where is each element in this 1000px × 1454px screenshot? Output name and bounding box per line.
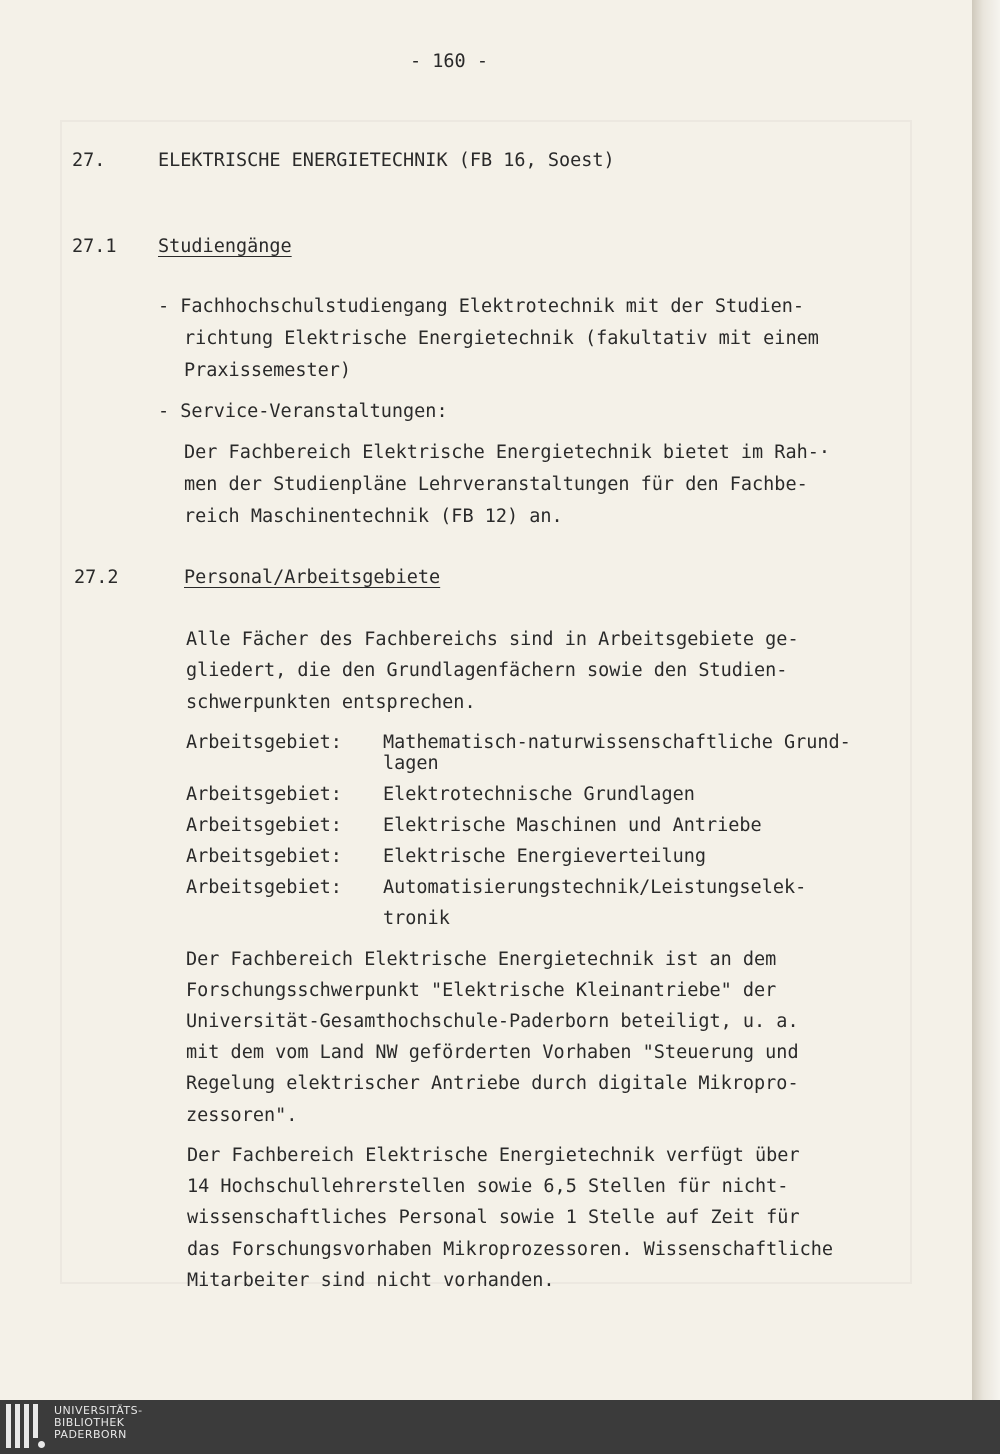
research-line-6: zessoren".	[186, 1105, 298, 1126]
research-line-1: Der Fachbereich Elektrische Energietechnik ist an dem	[186, 949, 777, 970]
research-line-4: mit dem vom Land NW geförderten Vorhaben "Steuerung und	[186, 1042, 799, 1063]
area-3-value: Elektrische Maschinen und Antriebe	[383, 815, 762, 836]
research-line-5: Regelung elektrischer Antriebe durch digitale Mikropro-	[186, 1073, 799, 1094]
area-4-label: Arbeitsgebiet:	[186, 846, 342, 867]
research-line-3: Universität-Gesamthochschule-Paderborn beteiligt, u. a.	[186, 1011, 799, 1032]
area-3-label: Arbeitsgebiet:	[186, 815, 342, 836]
area-1-value-line-1: Mathematisch-naturwissenschaftliche Grund-	[383, 732, 851, 753]
service-line-3: reich Maschinentechnik (FB 12) an.	[184, 506, 563, 527]
area-5-value-line-1: Automatisierungstechnik/Leistungselek-	[383, 877, 807, 898]
service-line-2: men der Studienpläne Lehrveranstaltungen für den Fachbe-	[184, 474, 808, 495]
staff-line-3: wissenschaftliches Personal sowie 1 Stelle auf Zeit für	[187, 1207, 800, 1228]
study-program-line-1: - Fachhochschulstudiengang Elektrotechnik mit der Studien-	[158, 296, 805, 317]
logo-line-1: UNIVERSITÄTS-	[54, 1404, 143, 1417]
subsection-2-number: 27.2	[74, 567, 119, 588]
page-number: - 160 -	[410, 51, 488, 72]
study-program-line-2: richtung Elektrische Energietechnik (fakultativ mit einem	[184, 328, 819, 349]
staff-line-5: Mitarbeiter sind nicht vorhanden.	[187, 1270, 555, 1291]
staff-line-2: 14 Hochschullehrerstellen sowie 6,5 Stellen für nicht-	[187, 1176, 789, 1197]
area-1-label: Arbeitsgebiet:	[186, 732, 342, 753]
area-4-value: Elektrische Energieverteilung	[383, 846, 707, 867]
intro-line-3: schwerpunkten entsprechen.	[186, 692, 476, 713]
logo-line-3: PADERBORN	[54, 1428, 127, 1441]
section-title: ELEKTRISCHE ENERGIETECHNIK (FB 16, Soest)	[158, 150, 615, 171]
study-program-line-3: Praxissemester)	[184, 360, 352, 381]
library-logo-text	[54, 1405, 174, 1441]
subsection-2-title: Personal/Arbeitsgebiete	[184, 567, 441, 588]
service-label: - Service-Veranstaltungen:	[158, 401, 448, 422]
area-5-label: Arbeitsgebiet:	[186, 877, 342, 898]
subsection-1-title: Studiengänge	[158, 236, 292, 257]
library-logo-dot-icon	[38, 1441, 45, 1448]
intro-line-2: gliedert, die den Grundlagenfächern sowie den Studien-	[186, 660, 788, 681]
page-edge	[972, 0, 1000, 1400]
logo-line-2: BIBLIOTHEK	[54, 1416, 125, 1429]
service-line-1: Der Fachbereich Elektrische Energietechnik bietet im Rah-·	[184, 442, 831, 463]
staff-line-4: das Forschungsvorhaben Mikroprozessoren. Wissenschaftliche	[187, 1239, 834, 1260]
section-number: 27.	[72, 150, 106, 171]
subsection-1-number: 27.1	[72, 236, 117, 257]
area-1-value-line-2: lagen	[383, 753, 439, 774]
area-5-value-line-2: tronik	[383, 908, 450, 929]
area-2-value: Elektrotechnische Grundlagen	[383, 784, 695, 805]
intro-line-1: Alle Fächer des Fachbereichs sind in Arbeitsgebiete ge-	[186, 629, 799, 650]
area-2-label: Arbeitsgebiet:	[186, 784, 342, 805]
staff-line-1: Der Fachbereich Elektrische Energietechnik verfügt über	[187, 1145, 800, 1166]
research-line-2: Forschungsschwerpunkt "Elektrische Kleinantriebe" der	[186, 980, 777, 1001]
